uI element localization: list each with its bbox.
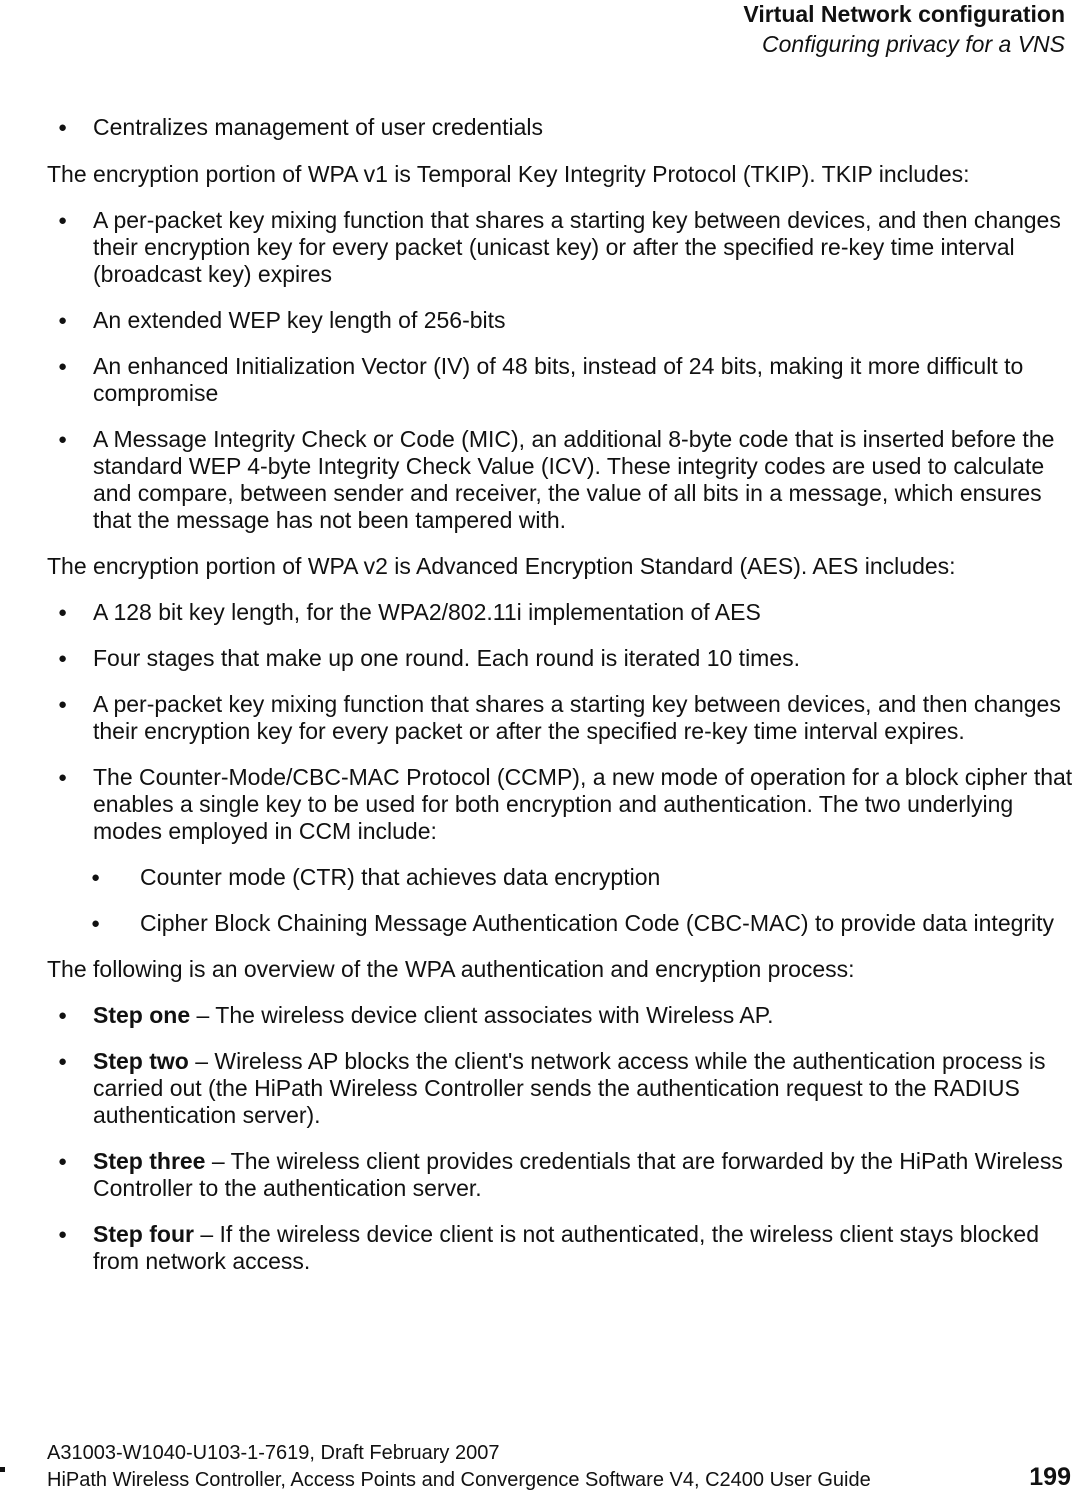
paragraph: The following is an overview of the WPA authentication and encryption process: bbox=[47, 956, 855, 982]
sub-list-item: ● Counter mode (CTR) that achieves data encryption bbox=[47, 864, 1075, 891]
paragraph: The encryption portion of WPA v1 is Temporal Key Integrity Protocol (TKIP). TKIP includes: bbox=[47, 161, 970, 187]
guide-title: HiPath Wireless Controller, Access Points and Convergence Software V4, C2400 User Guide bbox=[47, 1469, 871, 1491]
list-item: ● Four stages that make up one round. Each round is iterated 10 times. bbox=[47, 645, 1075, 672]
step-text: – Wireless AP blocks the client's network access while the authentication process is carried out (the HiPath Wireless Controller sends the authentication request to the RADIUS authentication server). bbox=[93, 1048, 1046, 1128]
body-text bbox=[47, 114, 1075, 1275]
running-header bbox=[743, 0, 1065, 60]
list-item: ● An extended WEP key length of 256-bits bbox=[47, 307, 1075, 334]
step-item bbox=[47, 1221, 1075, 1275]
section-title: Configuring privacy for a VNS bbox=[762, 31, 1065, 57]
step-text: – The wireless client provides credentials that are forwarded by the HiPath Wireless Controller to the authentication server. bbox=[93, 1148, 1063, 1201]
list-item: ● A 128 bit key length, for the WPA2/802.11i implementation of AES bbox=[47, 599, 1075, 626]
list-item: ● A per-packet key mixing function that shares a starting key between devices, and then changes their encryption key for every packet (unicast key) or after the specified re-key time interval (broadcast key) expires bbox=[47, 207, 1075, 288]
list-item: ● A Message Integrity Check or Code (MIC), an additional 8-byte code that is inserted before the standard WEP 4-byte Integrity Check Value (ICV). These integrity codes are used to calculate and compare, between sender and receiver, the value of all bits in a message, which ensures that the message has not been tampered with. bbox=[47, 426, 1075, 534]
sub-list-item: ● Cipher Block Chaining Message Authentication Code (CBC-MAC) to provide data integrity bbox=[47, 910, 1075, 937]
step-text: – If the wireless device client is not authenticated, the wireless client stays blocked from network access. bbox=[93, 1221, 1039, 1274]
paragraph: The encryption portion of WPA v2 is Advanced Encryption Standard (AES). AES includes: bbox=[47, 553, 956, 579]
document-id: A31003-W1040-U103-1-7619, Draft February 2007 bbox=[47, 1442, 500, 1464]
list-item: ● Centralizes management of user credentials bbox=[47, 114, 1075, 141]
step-label: Step three bbox=[93, 1148, 206, 1174]
step-label: Step four bbox=[93, 1221, 194, 1247]
list-item: ● The Counter-Mode/CBC-MAC Protocol (CCMP), a new mode of operation for a block cipher that enables a single key to be used for both encryption and authentication. The two underlying modes employed in CCM include: bbox=[47, 764, 1075, 845]
step-item bbox=[47, 1002, 1075, 1029]
step-item bbox=[47, 1148, 1075, 1202]
step-item bbox=[47, 1048, 1075, 1129]
page-number: 199 bbox=[1029, 1463, 1071, 1491]
page-footer bbox=[47, 1440, 1075, 1494]
step-label: Step one bbox=[93, 1002, 191, 1028]
list-item: ● A per-packet key mixing function that shares a starting key between devices, and then changes their encryption key for every packet or after the specified re-key time interval expires. bbox=[47, 691, 1075, 745]
chapter-title: Virtual Network configuration bbox=[743, 1, 1065, 27]
footer-marker bbox=[0, 1467, 5, 1472]
list-item: ● An enhanced Initialization Vector (IV) of 48 bits, instead of 24 bits, making it more difficult to compromise bbox=[47, 353, 1075, 407]
step-label: Step two bbox=[93, 1048, 189, 1074]
step-text: – The wireless device client associates with Wireless AP. bbox=[190, 1002, 774, 1028]
